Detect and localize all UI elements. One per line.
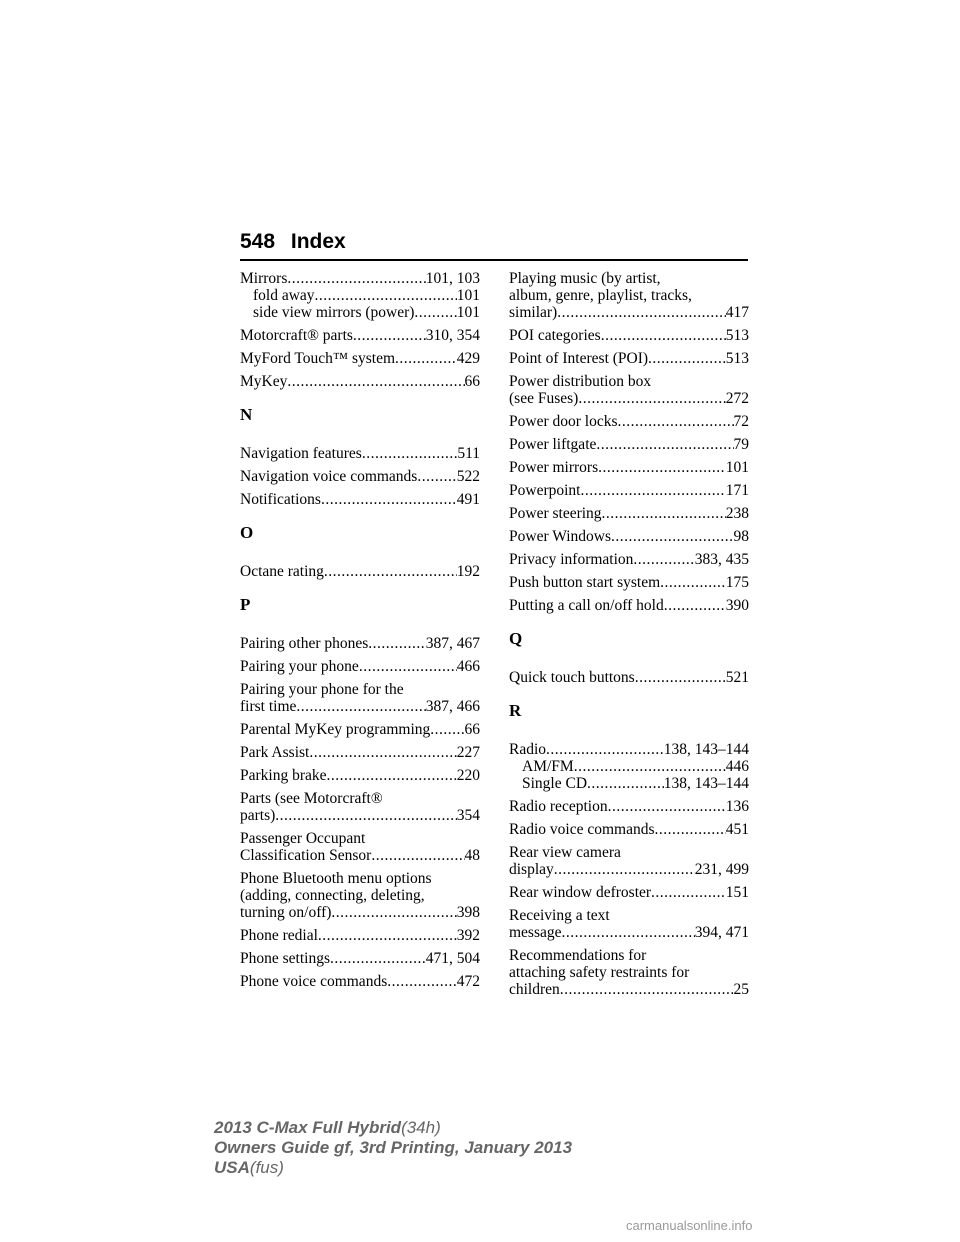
index-entry-line (240, 790, 480, 807)
index-entry (240, 830, 480, 864)
page-reference: 227 (456, 744, 480, 761)
index-entry (240, 491, 480, 508)
footer-model-code: (34h) (401, 1118, 441, 1137)
index-entry-line (509, 924, 749, 941)
leader-dots (580, 482, 725, 499)
entry-text: Classification Sensor (240, 847, 372, 864)
entry-text: Parking brake (240, 767, 327, 784)
page-reference: 66 (464, 721, 480, 738)
entry-text: Notifications (240, 491, 321, 508)
entries-p (240, 635, 480, 990)
entry-text: fold away (253, 287, 315, 304)
page-reference: 429 (456, 350, 480, 367)
footer-market: USA (214, 1158, 250, 1177)
page-reference: 522 (456, 468, 480, 485)
index-entry-line (240, 830, 480, 847)
entry-text: POI categories (509, 327, 601, 344)
leader-dots (324, 563, 457, 580)
page-reference: 171 (725, 482, 749, 499)
leader-dots (587, 775, 664, 792)
entry-text: Mirrors (240, 270, 288, 287)
page-reference: 220 (456, 767, 480, 784)
index-entry (509, 528, 749, 545)
leader-dots (574, 758, 726, 775)
leader-dots (353, 327, 426, 344)
page-reference: 138, 143–144 (663, 741, 749, 758)
entry-text: Power Windows (509, 528, 611, 545)
page-reference: 272 (725, 390, 749, 407)
page-reference: 175 (725, 574, 749, 591)
index-entry-line (240, 744, 480, 761)
entry-text: Motorcraft® parts (240, 327, 353, 344)
index-entry-line (240, 491, 480, 508)
leader-dots (660, 574, 726, 591)
entry-text: attaching safety restraints for (509, 964, 690, 981)
page-reference: 511 (457, 445, 480, 462)
index-entry-line (509, 528, 749, 545)
index-entry (509, 821, 749, 838)
index-entry-line (509, 270, 749, 287)
index-entry-line (509, 741, 749, 758)
entry-text: Rear window defroster (509, 884, 652, 901)
index-entry-line (240, 635, 480, 652)
leader-dots (359, 658, 457, 675)
page-reference: 394, 471 (694, 924, 749, 941)
index-entry (509, 884, 749, 901)
entry-text: Power liftgate (509, 436, 597, 453)
index-entry-line (240, 468, 480, 485)
page-reference: 354 (456, 807, 480, 824)
leader-dots (331, 904, 456, 921)
index-entry (240, 681, 480, 715)
index-entry (240, 468, 480, 485)
entry-text: Navigation voice commands (240, 468, 418, 485)
index-entry (240, 373, 480, 390)
header-rule (240, 259, 748, 261)
entry-text: side view mirrors (power) (253, 304, 415, 321)
leader-dots (560, 981, 734, 998)
index-entry-line (240, 807, 480, 824)
index-entry-line (509, 350, 749, 367)
entry-text: Recommendations for (509, 947, 647, 964)
page-reference: 446 (725, 758, 749, 775)
entry-text: AM/FM (522, 758, 574, 775)
entry-text: Phone voice commands (240, 973, 388, 990)
entry-text: Phone settings (240, 950, 330, 967)
index-entry-line (240, 563, 480, 580)
entry-text: Power door locks (509, 413, 618, 430)
page-reference: 513 (725, 350, 749, 367)
page-reference: 417 (725, 304, 749, 321)
leader-dots (309, 744, 456, 761)
index-entry (240, 950, 480, 967)
index-entry-line (240, 373, 480, 390)
entries-n (240, 445, 480, 508)
index-entry (509, 741, 749, 792)
index-entry-line (509, 907, 749, 924)
entry-text: Single CD (522, 775, 588, 792)
index-entry-line (240, 870, 480, 887)
page-reference: 72 (733, 413, 749, 430)
index-entry-line (509, 844, 749, 861)
entry-text: Phone Bluetooth menu options (240, 870, 432, 887)
leader-dots (578, 390, 725, 407)
leader-dots (315, 287, 457, 304)
index-entry-line (509, 287, 749, 304)
page-reference: 390 (725, 597, 749, 614)
entry-text: Parental MyKey programming (240, 721, 431, 738)
index-subentry (509, 758, 749, 775)
entry-text: Pairing other phones (240, 635, 369, 652)
page-reference: 472 (456, 973, 480, 990)
leader-dots (635, 669, 726, 686)
entry-text: Radio (509, 741, 547, 758)
index-entry-line (509, 574, 749, 591)
index-entry (509, 413, 749, 430)
index-entry-line (240, 973, 480, 990)
index-entry (509, 798, 749, 815)
leader-dots (430, 721, 464, 738)
leader-dots (655, 821, 726, 838)
leader-dots (287, 373, 464, 390)
index-entry (509, 482, 749, 499)
page-reference: 387, 467 (425, 635, 480, 652)
index-entry-line (240, 445, 480, 462)
leader-dots (557, 304, 726, 321)
index-entry (240, 744, 480, 761)
page-reference: 101, 103 (425, 270, 480, 287)
page-reference: 151 (725, 884, 749, 901)
index-entry (240, 927, 480, 944)
index-entry (240, 445, 480, 462)
page-reference: 310, 354 (425, 327, 480, 344)
entry-text: display (509, 861, 554, 878)
entry-text: turning on/off) (240, 904, 332, 921)
page-reference: 491 (456, 491, 480, 508)
leader-dots (602, 505, 726, 522)
index-entry (240, 870, 480, 921)
index-entry (509, 373, 749, 407)
footer-printing: Owners Guide gf, 3rd Printing, January 2013 (214, 1138, 573, 1157)
entry-text: Powerpoint (509, 482, 581, 499)
index-entry (509, 551, 749, 568)
index-entry (240, 350, 480, 367)
index-entry-line (240, 658, 480, 675)
index-entry-line (509, 551, 749, 568)
index-entry (509, 459, 749, 476)
leader-dots (296, 698, 425, 715)
entry-text: (see Fuses) (509, 390, 579, 407)
index-entry-line (509, 821, 749, 838)
entries-q (509, 669, 749, 686)
entry-text: Playing music (by artist, (509, 270, 661, 287)
leader-dots (546, 741, 664, 758)
leader-dots (562, 924, 695, 941)
leader-dots (651, 884, 726, 901)
index-entry-line (240, 847, 480, 864)
entry-text: Quick touch buttons (509, 669, 635, 686)
entry-text: Privacy information (509, 551, 634, 568)
document-footer (214, 1118, 572, 1178)
page-title: Index (290, 230, 346, 253)
index-entry (509, 350, 749, 367)
entries-p-continued (509, 270, 749, 614)
index-entry-line (240, 698, 480, 715)
index-entry-line (240, 327, 480, 344)
index-entry-line (509, 947, 749, 964)
page-reference: 101 (456, 304, 480, 321)
page-reference: 466 (456, 658, 480, 675)
page-number: 548 (240, 230, 276, 253)
index-entry-line (240, 350, 480, 367)
index-entry (240, 790, 480, 824)
leader-dots (608, 798, 726, 815)
watermark: carmanualsonline.info (626, 1218, 753, 1233)
index-entry (240, 658, 480, 675)
leader-dots (414, 304, 456, 321)
section-letter-p: P (240, 595, 251, 614)
entry-text: album, genre, playlist, tracks, (509, 287, 692, 304)
entry-text: Phone redial (240, 927, 318, 944)
index-entry (509, 270, 749, 321)
index-entry-line (509, 373, 749, 390)
entry-text: Power distribution box (509, 373, 652, 390)
page-reference: 471, 504 (425, 950, 480, 967)
page-reference: 392 (456, 927, 480, 944)
index-entry-line (240, 904, 480, 921)
leader-dots (633, 551, 694, 568)
leader-dots (330, 950, 426, 967)
page-reference: 136 (725, 798, 749, 815)
page-reference: 98 (733, 528, 749, 545)
entry-text: Power steering (509, 505, 602, 522)
entry-text: Pairing your phone for the (240, 681, 404, 698)
index-entry (240, 973, 480, 990)
entries-o (240, 563, 480, 580)
index-entry-line (509, 981, 749, 998)
leader-dots (598, 459, 726, 476)
index-entry (240, 270, 480, 321)
entry-text: first time (240, 698, 297, 715)
page-reference: 238 (725, 505, 749, 522)
index-entry-line (509, 304, 749, 321)
index-entry-line (240, 681, 480, 698)
index-entry-line (509, 436, 749, 453)
entry-text: similar) (509, 304, 558, 321)
entry-text: Radio reception (509, 798, 608, 815)
index-entry (509, 907, 749, 941)
index-entry (509, 327, 749, 344)
index-entry-line (509, 669, 749, 686)
page-reference: 25 (733, 981, 749, 998)
index-column-right (509, 270, 749, 1004)
index-entry (240, 767, 480, 784)
page-header (240, 230, 346, 254)
footer-market-code: (fus) (249, 1158, 284, 1177)
page-reference: 66 (464, 373, 480, 390)
entry-text: Park Assist (240, 744, 310, 761)
leader-dots (371, 847, 464, 864)
page-reference: 521 (725, 669, 749, 686)
leader-dots (287, 270, 425, 287)
leader-dots (601, 327, 726, 344)
index-entry-line (509, 390, 749, 407)
leader-dots (554, 861, 695, 878)
index-entry-line (509, 964, 749, 981)
entry-text: Putting a call on/off hold (509, 597, 664, 614)
index-entry-line (240, 887, 480, 904)
index-entry (509, 436, 749, 453)
page-reference: 138, 143–144 (663, 775, 749, 792)
leader-dots (362, 445, 458, 462)
entry-text: Radio voice commands (509, 821, 655, 838)
index-subentry (509, 775, 749, 792)
index-entry-line (240, 767, 480, 784)
entry-text: MyKey (240, 373, 288, 390)
index-entry-line (509, 327, 749, 344)
leader-dots (417, 468, 456, 485)
page-reference: 451 (725, 821, 749, 838)
leader-dots (327, 767, 457, 784)
index-entry-line (240, 950, 480, 967)
index-entry (509, 669, 749, 686)
entry-text: parts) (240, 807, 276, 824)
entry-text: Navigation features (240, 445, 362, 462)
index-entry-line (509, 505, 749, 522)
index-entry-line (509, 482, 749, 499)
index-entry (509, 597, 749, 614)
entry-text: children (509, 981, 560, 998)
leader-dots (368, 635, 425, 652)
entry-text: message (509, 924, 562, 941)
leader-dots (318, 927, 457, 944)
entries-r (509, 741, 749, 998)
index-entry-line (509, 861, 749, 878)
page-reference: 48 (464, 847, 480, 864)
page-reference: 79 (733, 436, 749, 453)
index-subentry (240, 287, 480, 304)
leader-dots (275, 807, 456, 824)
index-entry (240, 635, 480, 652)
index-entry-line (509, 459, 749, 476)
footer-model: 2013 C-Max Full Hybrid (214, 1118, 402, 1137)
index-column-left (240, 270, 480, 996)
leader-dots (648, 350, 726, 367)
section-letter-o: O (240, 523, 254, 542)
index-entry-line (240, 927, 480, 944)
entry-text: Pairing your phone (240, 658, 359, 675)
index-entry-line (240, 270, 480, 287)
index-entry-line (240, 721, 480, 738)
entry-text: Power mirrors (509, 459, 599, 476)
index-entry-line (509, 597, 749, 614)
index-entry (509, 947, 749, 998)
entries-m (240, 270, 480, 390)
index-entry (509, 505, 749, 522)
index-entry (509, 574, 749, 591)
page-reference: 387, 466 (425, 698, 480, 715)
index-entry (240, 563, 480, 580)
leader-dots (321, 491, 457, 508)
page-reference: 231, 499 (694, 861, 749, 878)
section-letter-q: Q (509, 629, 523, 648)
entry-text: Rear view camera (509, 844, 621, 861)
index-entry (240, 327, 480, 344)
page-reference: 383, 435 (694, 551, 749, 568)
entry-text: (adding, connecting, deleting, (240, 887, 425, 904)
entry-text: Parts (see Motorcraft® (240, 790, 383, 807)
entry-text: MyFord Touch™ system (240, 350, 396, 367)
entry-text: Point of Interest (POI) (509, 350, 649, 367)
leader-dots (387, 973, 457, 990)
section-letter-n: N (240, 405, 253, 424)
index-entry-line (509, 884, 749, 901)
index-entry (240, 721, 480, 738)
index-entry-line (509, 798, 749, 815)
page-reference: 101 (456, 287, 480, 304)
leader-dots (664, 597, 726, 614)
leader-dots (596, 436, 733, 453)
entry-text: Passenger Occupant (240, 830, 366, 847)
page-reference: 398 (456, 904, 480, 921)
entry-text: Push button start system (509, 574, 661, 591)
page-reference: 192 (456, 563, 480, 580)
section-letter-r: R (509, 701, 522, 720)
index-entry-line (509, 413, 749, 430)
entry-text: Receiving a text (509, 907, 610, 924)
leader-dots (618, 413, 734, 430)
leader-dots (395, 350, 457, 367)
leader-dots (611, 528, 734, 545)
index-subentry (240, 304, 480, 321)
page-reference: 101 (725, 459, 749, 476)
page-reference: 513 (725, 327, 749, 344)
index-entry (509, 844, 749, 878)
entry-text: Octane rating (240, 563, 324, 580)
